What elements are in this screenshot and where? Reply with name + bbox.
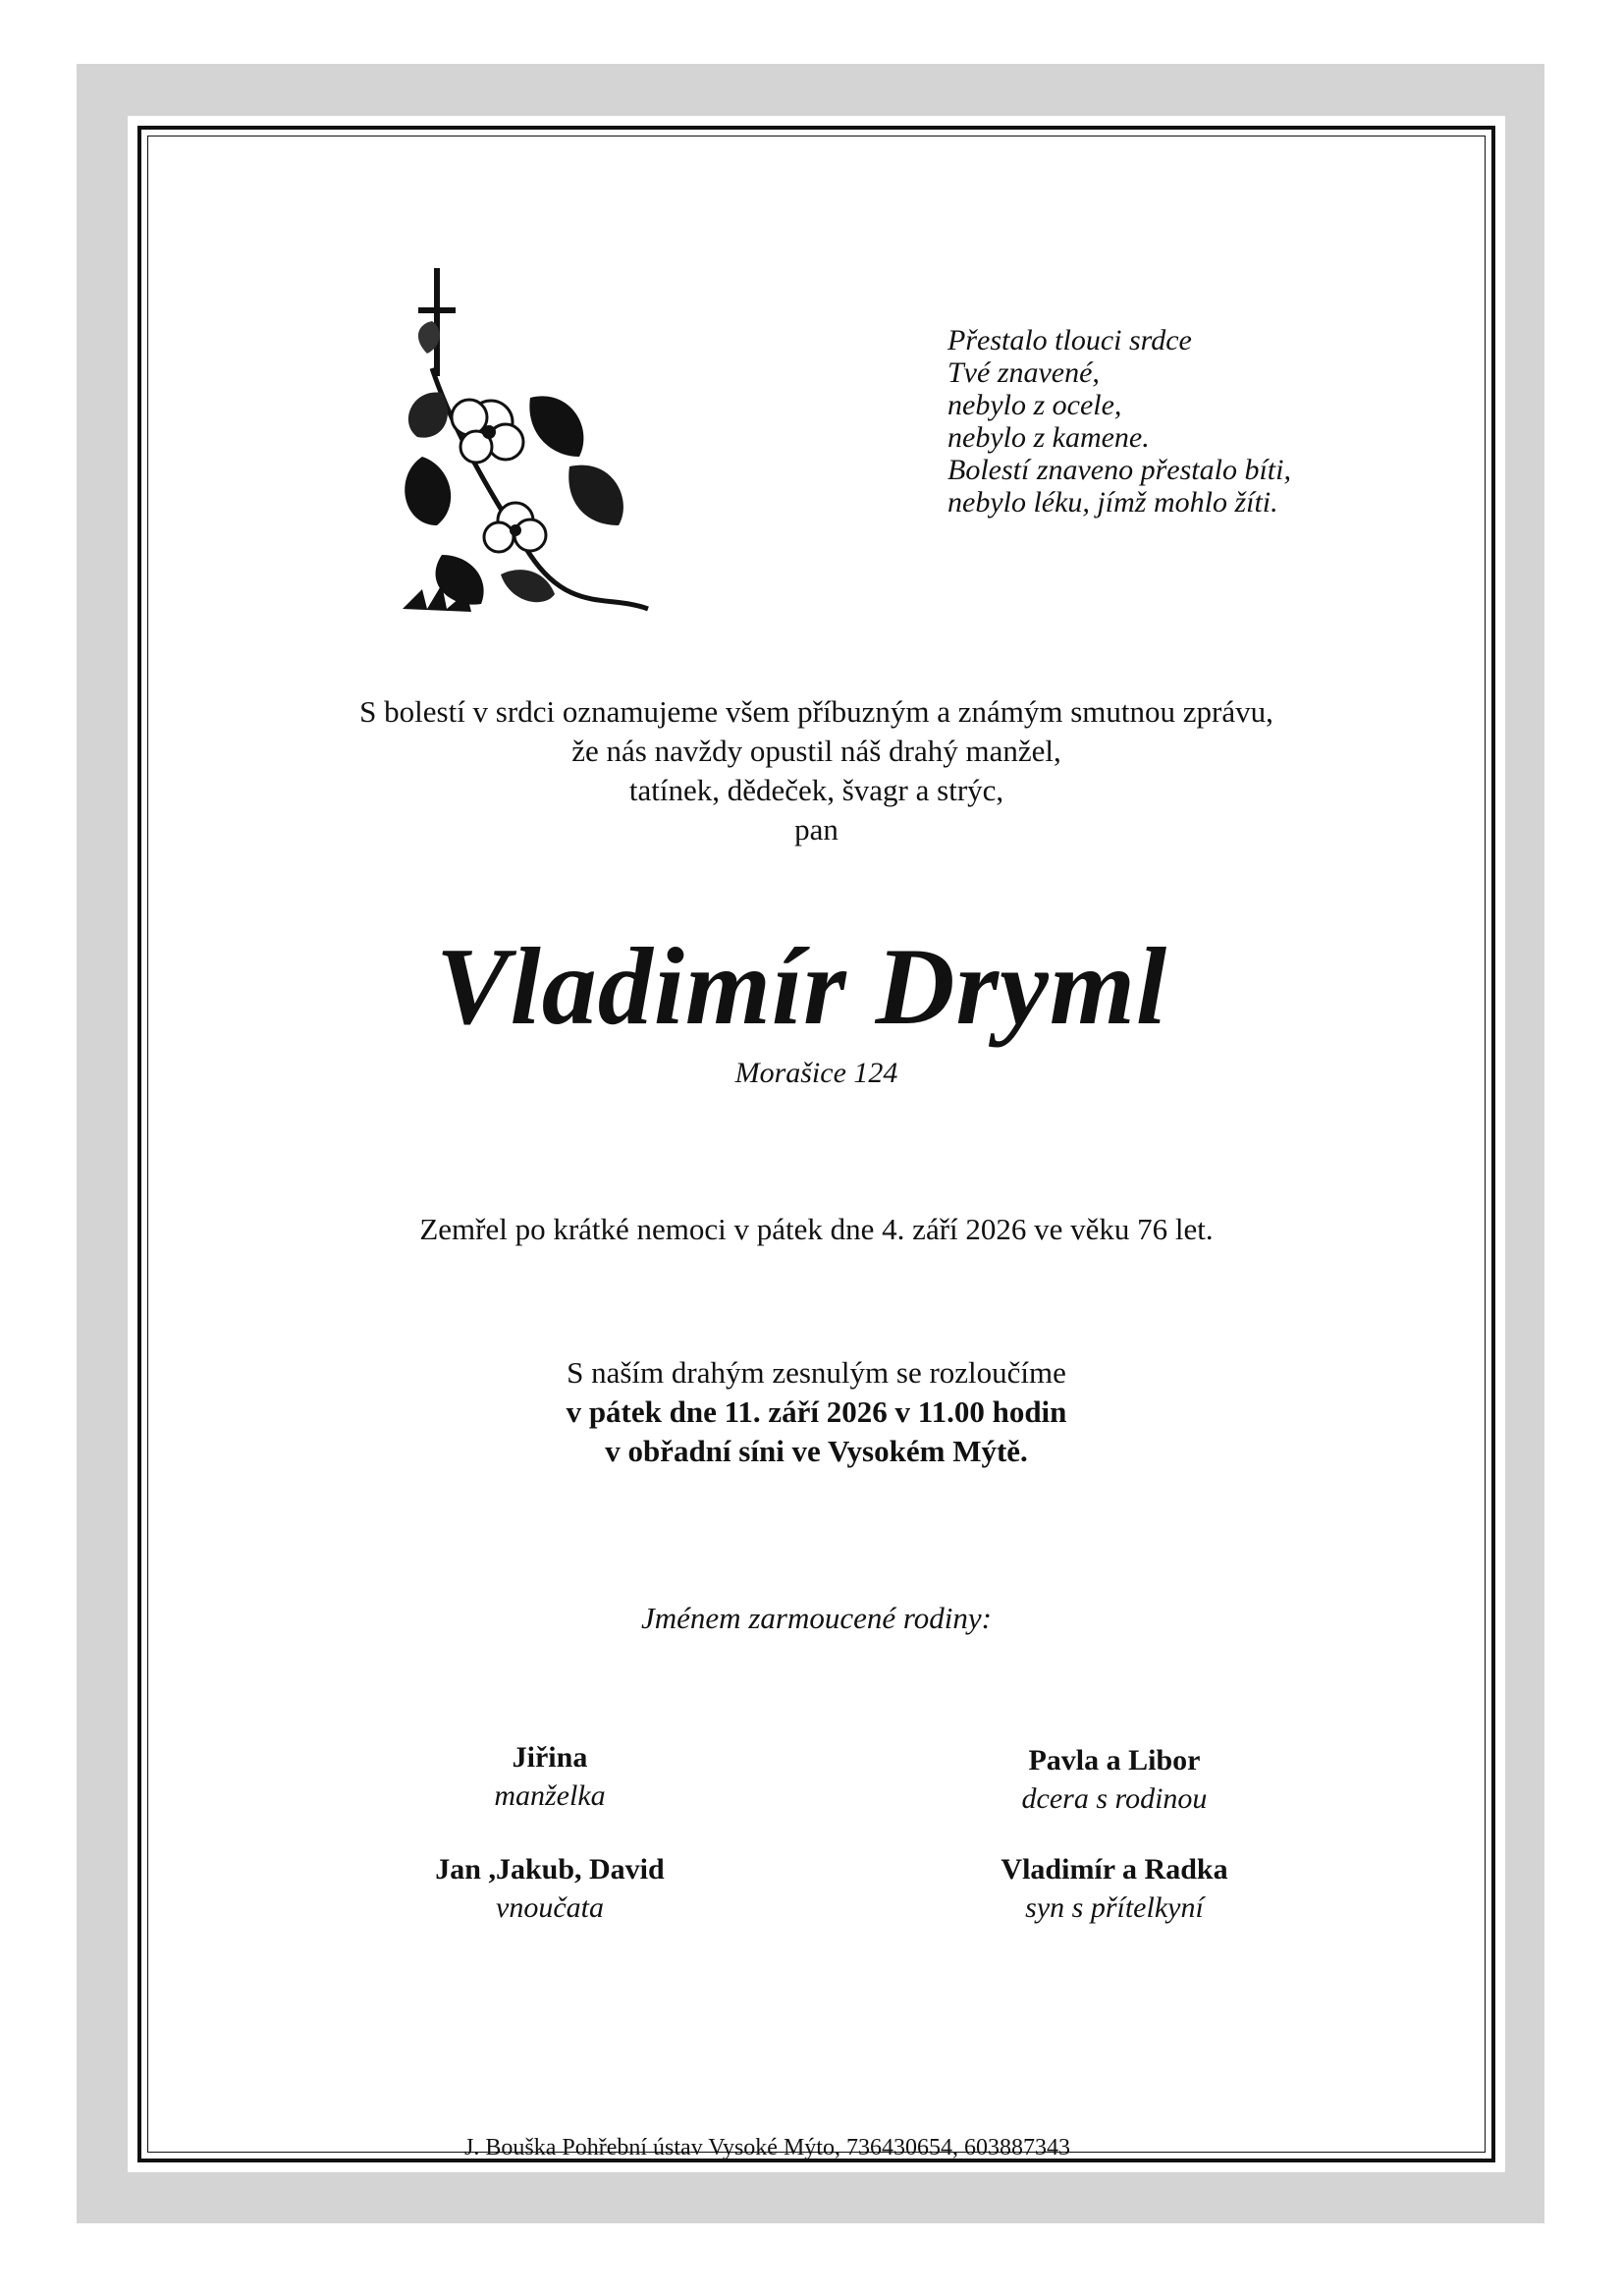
deceased-address: Morašice 124 — [734, 1057, 898, 1089]
poem-line: Bolestí znaveno přestalo bíti, — [947, 454, 1291, 486]
poem-line: Přestalo tlouci srdce — [947, 324, 1192, 356]
announcement-line: tatínek, dědeček, švagr a strýc, — [628, 773, 1004, 807]
farewell-info — [147, 1353, 1486, 1471]
death-notice: Zemřel po krátké nemoci v pátek dne 4. září 2026 ve věku 76 let. — [419, 1212, 1214, 1246]
poem-line: nebylo z ocele, — [947, 389, 1122, 421]
announcement-line: S bolestí v srdci oznamujeme všem příbuzným a známým smutnou zprávu, — [359, 694, 1273, 729]
family-member-name: Pavla a Libor — [1028, 1744, 1201, 1777]
poem-line: Tvé znavené, — [947, 356, 1100, 389]
family-member — [324, 1738, 776, 1815]
family-member-name: Jiřina — [512, 1741, 588, 1774]
family-member — [889, 1850, 1340, 1927]
cross-with-flowers-icon — [383, 260, 663, 619]
announcement — [147, 692, 1486, 849]
farewell-place: v obřadní síni ve Vysokém Mýtě. — [605, 1434, 1028, 1468]
family-member-relation: dcera s rodinou — [1021, 1782, 1208, 1815]
announcement-line: pan — [794, 812, 839, 847]
family-member-name: Vladimír a Radka — [1001, 1853, 1228, 1886]
announcement-line: že nás navždy opustil náš drahý manžel, — [571, 734, 1061, 768]
poem-line: nebylo léku, jímž mohlo žíti. — [947, 486, 1278, 519]
farewell-datetime: v pátek dne 11. září 2026 v 11.00 hodin — [566, 1394, 1067, 1429]
family-member-relation: syn s přítelkyní — [1025, 1891, 1204, 1924]
deceased-name: Vladimír Dryml — [435, 926, 1168, 1048]
poem — [947, 324, 1291, 519]
family-heading: Jménem zarmoucené rodiny: — [641, 1601, 992, 1635]
family-member-relation: manželka — [494, 1779, 606, 1812]
farewell-intro: S naším drahým zesnulým se rozloučíme — [567, 1355, 1066, 1390]
family-member-relation: vnoučata — [496, 1891, 604, 1924]
family-member-name: Jan ,Jakub, David — [435, 1853, 665, 1886]
funeral-service-footer: J. Bouška Pohřební ústav Vysoké Mýto, 736430654, 603887343 — [464, 2135, 1070, 2160]
family-member — [889, 1741, 1340, 1818]
poem-line: nebylo z kamene. — [947, 421, 1150, 454]
family-member — [324, 1850, 776, 1927]
